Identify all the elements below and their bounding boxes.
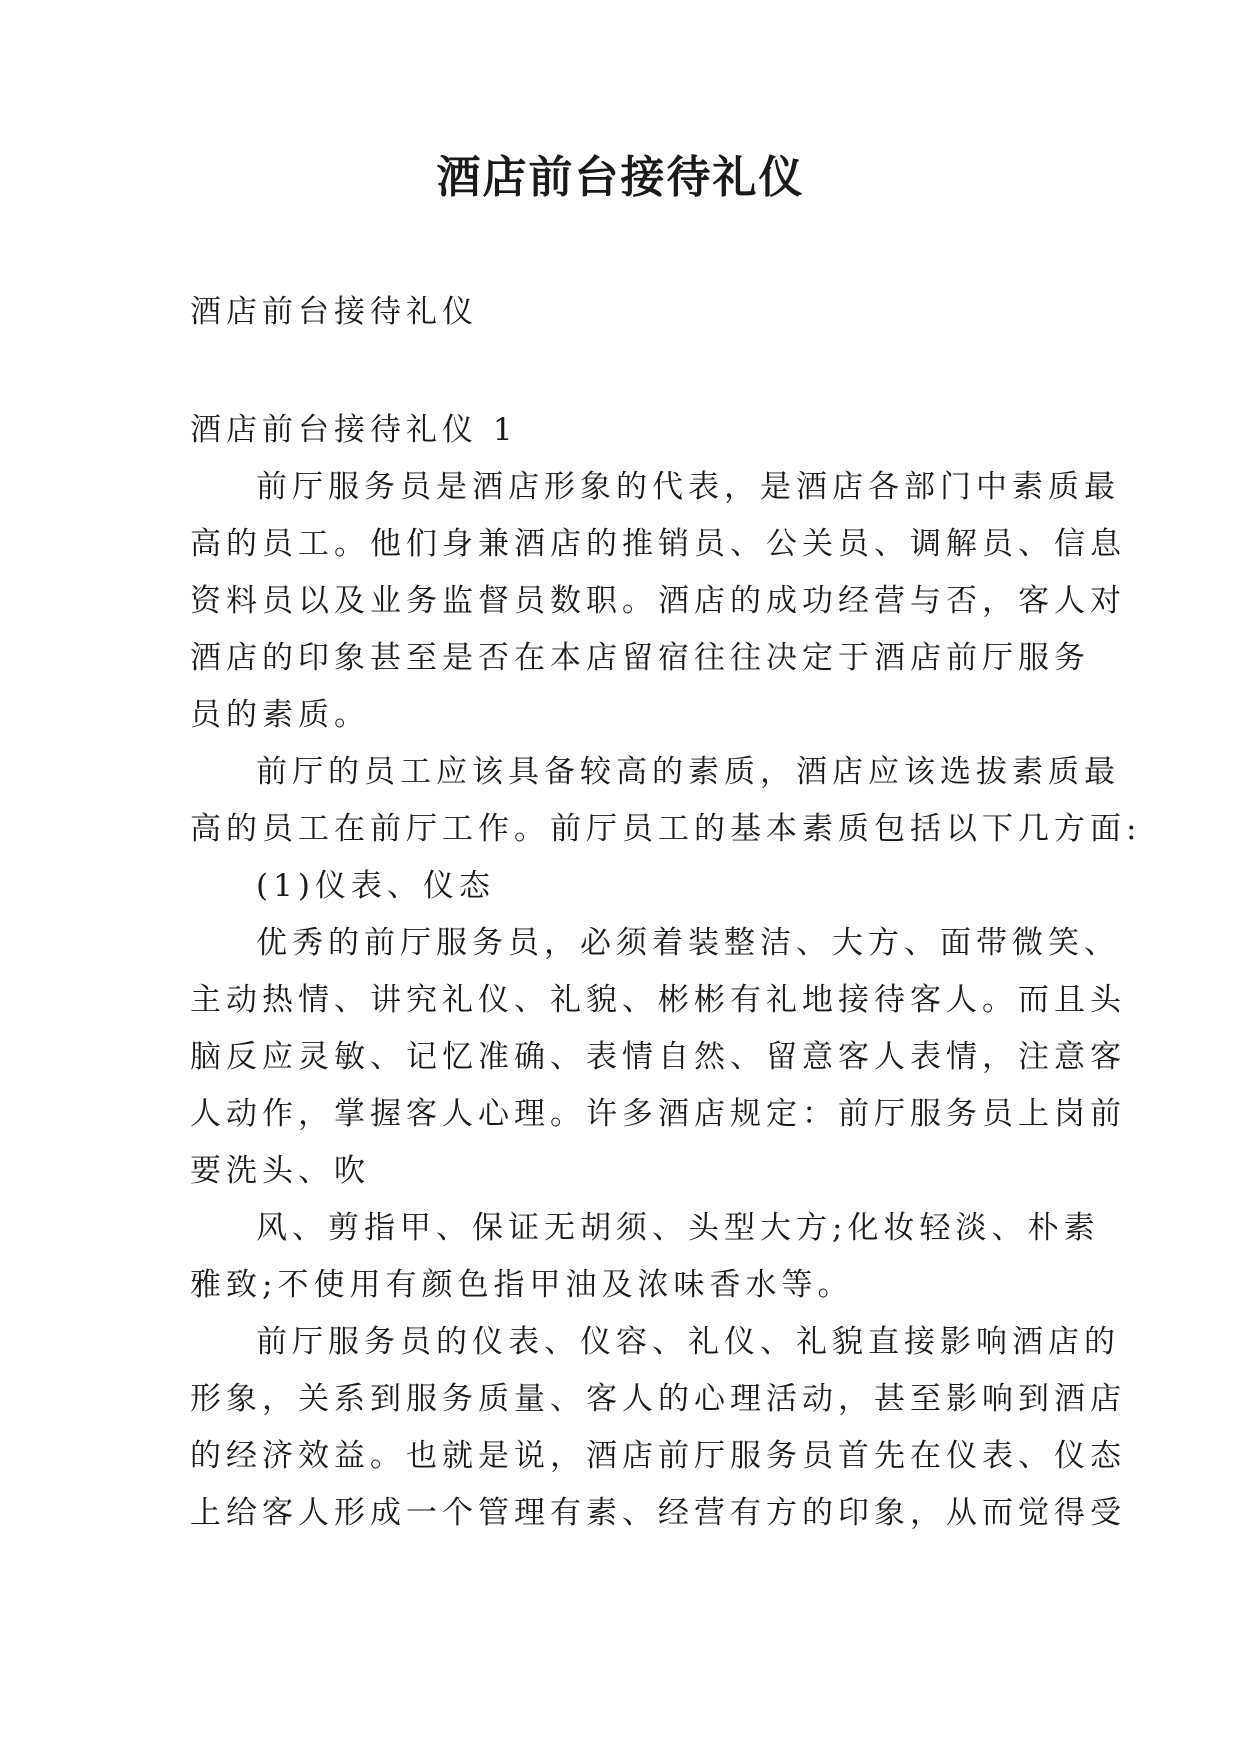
list-heading: (1)仪表、仪态 <box>256 868 495 904</box>
document-title: 酒店前台接待礼仪 <box>436 152 805 203</box>
paragraph-line: 要洗头、吹 <box>190 1153 370 1189</box>
paragraph-line: 风、剪指甲、保证无胡须、头型大方;化妆轻淡、朴素 <box>256 1210 1100 1246</box>
paragraph-line: 雅致;不使用有颜色指甲油及浓味香水等。 <box>190 1267 854 1303</box>
paragraph-line: 前厅服务员的仪表、仪容、礼仪、礼貌直接影响酒店的 <box>256 1324 1120 1360</box>
paragraph-line: 前厅服务员是酒店形象的代表，是酒店各部门中素质最 <box>256 469 1120 505</box>
paragraph-line: 前厅的员工应该具备较高的素质，酒店应该选拔素质最 <box>256 754 1120 790</box>
paragraph-line: 形象，关系到服务质量、客人的心理活动，甚至影响到酒店 <box>190 1381 1126 1417</box>
paragraph-line: 资料员以及业务监督员数职。酒店的成功经营与否，客人对 <box>190 583 1126 619</box>
paragraph-line: 脑反应灵敏、记忆准确、表情自然、留意客人表情，注意客 <box>190 1039 1126 1075</box>
paragraph-line: 员的素质。 <box>190 697 370 733</box>
paragraph-line: 高的员工在前厅工作。前厅员工的基本素质包括以下几方面: <box>190 811 1142 847</box>
paragraph-line: 上给客人形成一个管理有素、经营有方的印象，从而觉得受 <box>190 1495 1126 1531</box>
section-heading: 酒店前台接待礼仪 1 <box>190 412 518 448</box>
paragraph-line: 主动热情、讲究礼仪、礼貌、彬彬有礼地接待客人。而且头 <box>190 982 1126 1018</box>
document-subtitle: 酒店前台接待礼仪 <box>190 294 478 330</box>
paragraph-line: 人动作，掌握客人心理。许多酒店规定：前厅服务员上岗前 <box>190 1096 1126 1132</box>
paragraph-line: 酒店的印象甚至是否在本店留宿往往决定于酒店前厅服务 <box>190 640 1090 676</box>
paragraph-line: 的经济效益。也就是说，酒店前厅服务员首先在仪表、仪态 <box>190 1438 1126 1474</box>
paragraph-line: 优秀的前厅服务员，必须着装整洁、大方、面带微笑、 <box>256 925 1120 961</box>
paragraph-line: 高的员工。他们身兼酒店的推销员、公关员、调解员、信息 <box>190 526 1126 562</box>
